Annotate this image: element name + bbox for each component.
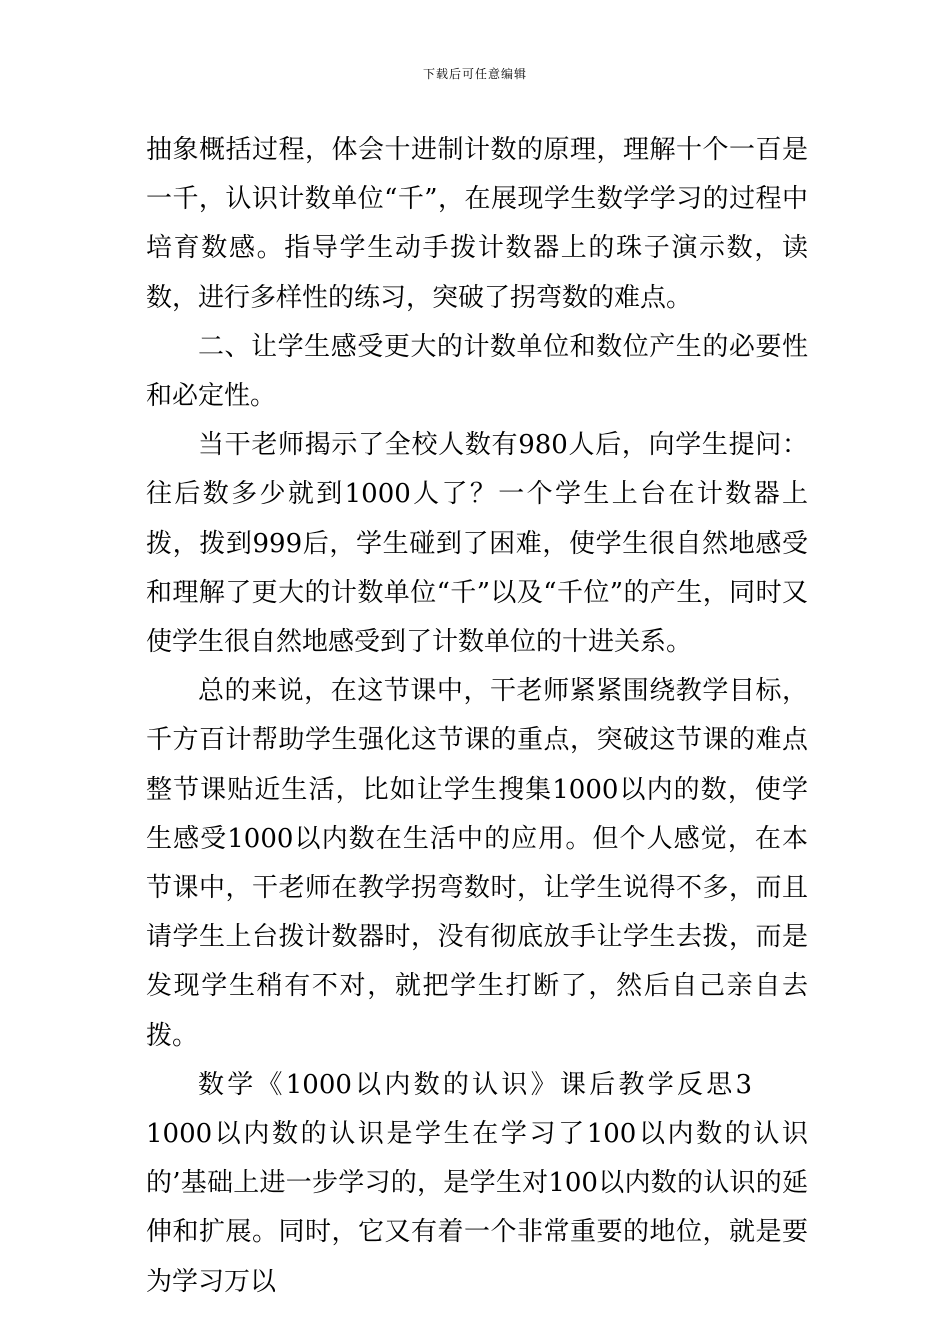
paragraph-5 bbox=[146, 1061, 808, 1307]
paragraph-3: 当干老师揭示了全校人数有980人后，向学生提问：往后数多少就到1000人了？一个学生上台在计数器上拨，拨到999后，学生碰到了困难，使学生很自然地感受和理解了更大的计数单位“千”以及“千位”的产生，同时又使学生很自然地感受到了计数单位的十进关系。 bbox=[146, 430, 808, 658]
paragraph-1: 抽象概括过程，体会十进制计数的原理，理解十个一百是一千，认识计数单位“千”，在展现学生数学学习的过程中培育数感。指导学生动手拨计数器上的珠子演示数，读数，进行多样性的练习，突破了拐弯数的难点。 bbox=[146, 135, 808, 313]
document-body bbox=[146, 126, 808, 1307]
paragraph-5-text: 1000以内数的认识是学生在学习了100以内数的认识的’基础上进一步学习的，是学生对100以内数的认识的延伸和扩展。同时，它又有着一个非常重要的地位，就是要为学习万以 bbox=[146, 1119, 808, 1297]
paragraph-4: 总的来说，在这节课中，干老师紧紧围绕教学目标，千方百计帮助学生强化这节课的重点，突破这节课的难点整节课贴近生活，比如让学生搜集1000以内的数，使学生感受1000以内数在生活中的应用。但个人感觉，在本节课中，干老师在教学拐弯数时，让学生说得不多，而且请学生上台拨计数器时，没有彻底放手让学生去拨，而是发现学生稍有不对，就把学生打断了，然后自己亲自去拨。 bbox=[146, 676, 808, 1051]
section-title: 数学《1000以内数的认识》课后教学反思3 bbox=[198, 1069, 752, 1100]
paragraph-2: 二、让学生感受更大的计数单位和数位产生的必要性和必定性。 bbox=[146, 331, 808, 412]
page-header: 下载后可任意编辑 bbox=[422, 67, 527, 81]
